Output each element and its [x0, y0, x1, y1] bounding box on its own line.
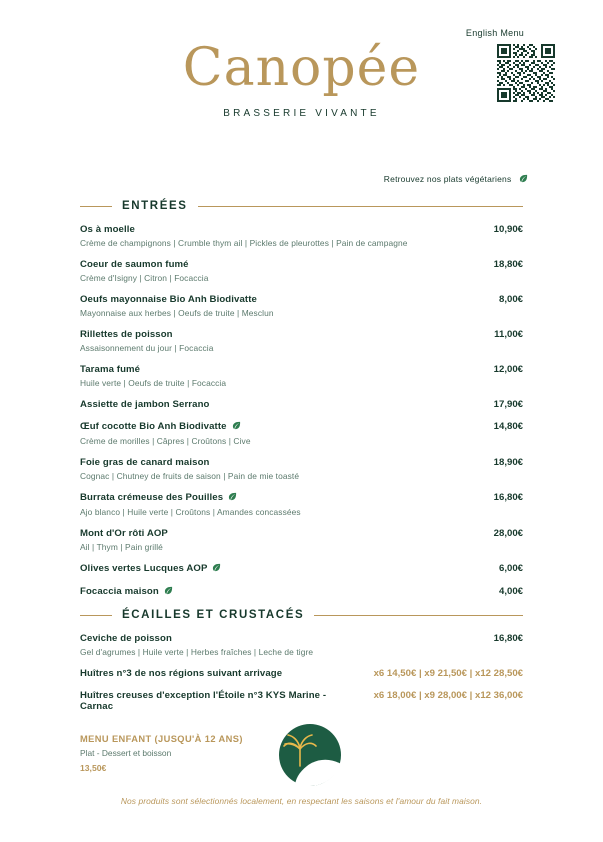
menu-item-head [80, 690, 523, 712]
menu-item-name-text: Œuf cocotte Bio Anh Biodivatte [80, 421, 227, 432]
menu-item-description: Gel d'agrumes | Huile verte | Herbes fraîches | Leche de tigre [80, 647, 314, 657]
menu-item-name [80, 690, 360, 712]
menu-item-head [80, 421, 523, 433]
menu-item-head [80, 457, 523, 468]
menu-item [80, 563, 523, 575]
menu-item-name [80, 399, 210, 410]
kids-menu-description: Plat - Dessert et boisson [80, 748, 172, 758]
menu-item-name [80, 329, 173, 340]
menu-item-head [80, 528, 523, 539]
menu-item-price: 16,80€ [493, 492, 523, 503]
english-menu-label[interactable]: English Menu [465, 28, 525, 38]
menu-item-name [80, 364, 140, 375]
menu-item-name-text: Assiette de jambon Serrano [80, 399, 210, 410]
menu-item-name [80, 563, 221, 575]
kids-menu-price: 13,50€ [80, 763, 107, 773]
menu-item-head [80, 224, 523, 235]
brand-name: Canopée [182, 38, 421, 98]
menu-item-head [80, 492, 523, 504]
section-title: ÉCAILLES ET CRUSTACÉS [122, 609, 305, 621]
menu-item-price: 8,00€ [498, 294, 523, 305]
menu-item-price: 4,00€ [498, 586, 523, 597]
menu-item-name-text: Olives vertes Lucques AOP [80, 563, 208, 574]
palm-illustration [276, 724, 344, 786]
menu-item-name [80, 492, 237, 504]
menu-item-name [80, 586, 173, 598]
menu-item-name-text: Mont d'Or rôti AOP [80, 528, 168, 539]
menu-item-head [80, 586, 523, 598]
menu-item [80, 586, 523, 598]
menu-item-head [80, 563, 523, 575]
menu-item [80, 457, 523, 481]
menu-item-head [80, 364, 523, 375]
menu-item [80, 492, 523, 517]
menu-item-description: Crème de morilles | Câpres | Croûtons | Cive [80, 436, 251, 446]
menu-item-name [80, 457, 210, 468]
menu-item-head [80, 259, 523, 270]
brand-block [0, 38, 603, 119]
menu-item [80, 294, 523, 318]
menu-item-price: 14,80€ [493, 421, 523, 432]
menu-item-name [80, 259, 189, 270]
brand-subtitle: BRASSERIE VIVANTE [223, 108, 380, 119]
menu-item-description: Ajo blanco | Huile verte | Croûtons | Amandes concassées [80, 507, 301, 517]
menu-item-name-text: Tarama fumé [80, 364, 141, 375]
section-title: ENTRÉES [122, 200, 188, 212]
menu-item-price: 17,90€ [493, 399, 523, 410]
menu-item-price: 12,00€ [493, 364, 523, 375]
vegetarian-note-text: Retrouvez nos plats végétariens [383, 174, 512, 184]
menu-item [80, 399, 523, 410]
menu-item [80, 690, 523, 712]
menu-item-name-text: Burrata crémeuse des Pouilles [80, 492, 224, 503]
rule-right [198, 206, 523, 207]
menu-item [80, 224, 523, 248]
menu-item-name-text: Huîtres n°3 de nos régions suivant arrivage [80, 668, 283, 679]
section-heading [80, 609, 523, 621]
menu-item [80, 633, 523, 657]
menu-item-name-text: Os à moelle [80, 224, 135, 235]
leaf-icon [164, 586, 173, 598]
menu-item-name [80, 294, 257, 305]
kids-menu-title: MENU ENFANT (JUSQU'À 12 ANS) [80, 734, 243, 744]
menu-item-name-text: Coeur de saumon fumé [80, 259, 189, 270]
menu-item [80, 421, 523, 446]
menu-item-price: 6,00€ [498, 563, 523, 574]
menu-item-description: Cognac | Chutney de fruits de saison | Pain de mie toasté [80, 471, 300, 481]
menu-item [80, 364, 523, 388]
menu-item-description: Ail | Thym | Pain grillé [80, 542, 163, 552]
menu-item-description: Crème d'Isigny | Citron | Focaccia [80, 273, 209, 283]
menu-item-name-text: Huîtres creuses d'exception l'Étoile n°3 KYS Marine - Carnac [80, 690, 327, 712]
menu-item [80, 329, 523, 353]
rule-left [80, 615, 112, 616]
menu-item-name [80, 528, 168, 539]
menu-item-price: 28,00€ [493, 528, 523, 539]
menu-item-name [80, 633, 172, 644]
menu-item-description: Mayonnaise aux herbes | Oeufs de truite | Mesclun [80, 308, 274, 318]
menu-content [80, 196, 523, 796]
menu-item-name-text: Ceviche de poisson [80, 633, 172, 644]
menu-item-price: 18,90€ [493, 457, 523, 468]
menu-item-name-text: Rillettes de poisson [80, 329, 173, 340]
rule-right [314, 615, 523, 616]
menu-item-head [80, 668, 523, 679]
leaf-icon [212, 563, 221, 575]
menu-item-name [80, 224, 135, 235]
rule-left [80, 206, 112, 207]
footer-note: Nos produits sont sélectionnés localement, en respectant les saisons et l'amour du fait maison. [120, 796, 483, 806]
menu-item-head [80, 399, 523, 410]
menu-item-name [80, 421, 241, 433]
menu-item-description: Assaisonnement du jour | Focaccia [80, 343, 214, 353]
menu-item [80, 528, 523, 552]
leaf-icon [232, 421, 241, 433]
leaf-icon [519, 174, 528, 185]
kids-menu [80, 734, 523, 796]
menu-item-name-text: Oeufs mayonnaise Bio Anh Biodivatte [80, 294, 257, 305]
menu-item [80, 668, 523, 679]
menu-item-description: Huile verte | Oeufs de truite | Focaccia [80, 378, 227, 388]
menu-item-price: 11,00€ [494, 329, 523, 340]
leaf-icon [228, 492, 237, 504]
menu-item-price: 10,90€ [493, 224, 523, 235]
menu-item-head [80, 294, 523, 305]
vegetarian-note [384, 174, 528, 185]
menu-item-name-text: Foie gras de canard maison [80, 457, 210, 468]
menu-item-name-text: Focaccia maison [80, 586, 159, 597]
menu-item-price: 16,80€ [493, 633, 523, 644]
menu-item-price: x6 18,00€ | x9 28,00€ | x12 36,00€ [373, 690, 523, 701]
menu-item-head [80, 329, 523, 340]
section-heading [80, 200, 523, 212]
menu-item [80, 259, 523, 283]
menu-item-name [80, 668, 282, 679]
menu-item-price: x6 14,50€ | x9 21,50€ | x12 28,50€ [373, 668, 523, 679]
menu-item-head [80, 633, 523, 644]
menu-item-price: 18,80€ [493, 259, 523, 270]
menu-item-description: Crème de champignons | Crumble thym ail | Pickles de pleurottes | Pain de campagne [80, 238, 408, 248]
